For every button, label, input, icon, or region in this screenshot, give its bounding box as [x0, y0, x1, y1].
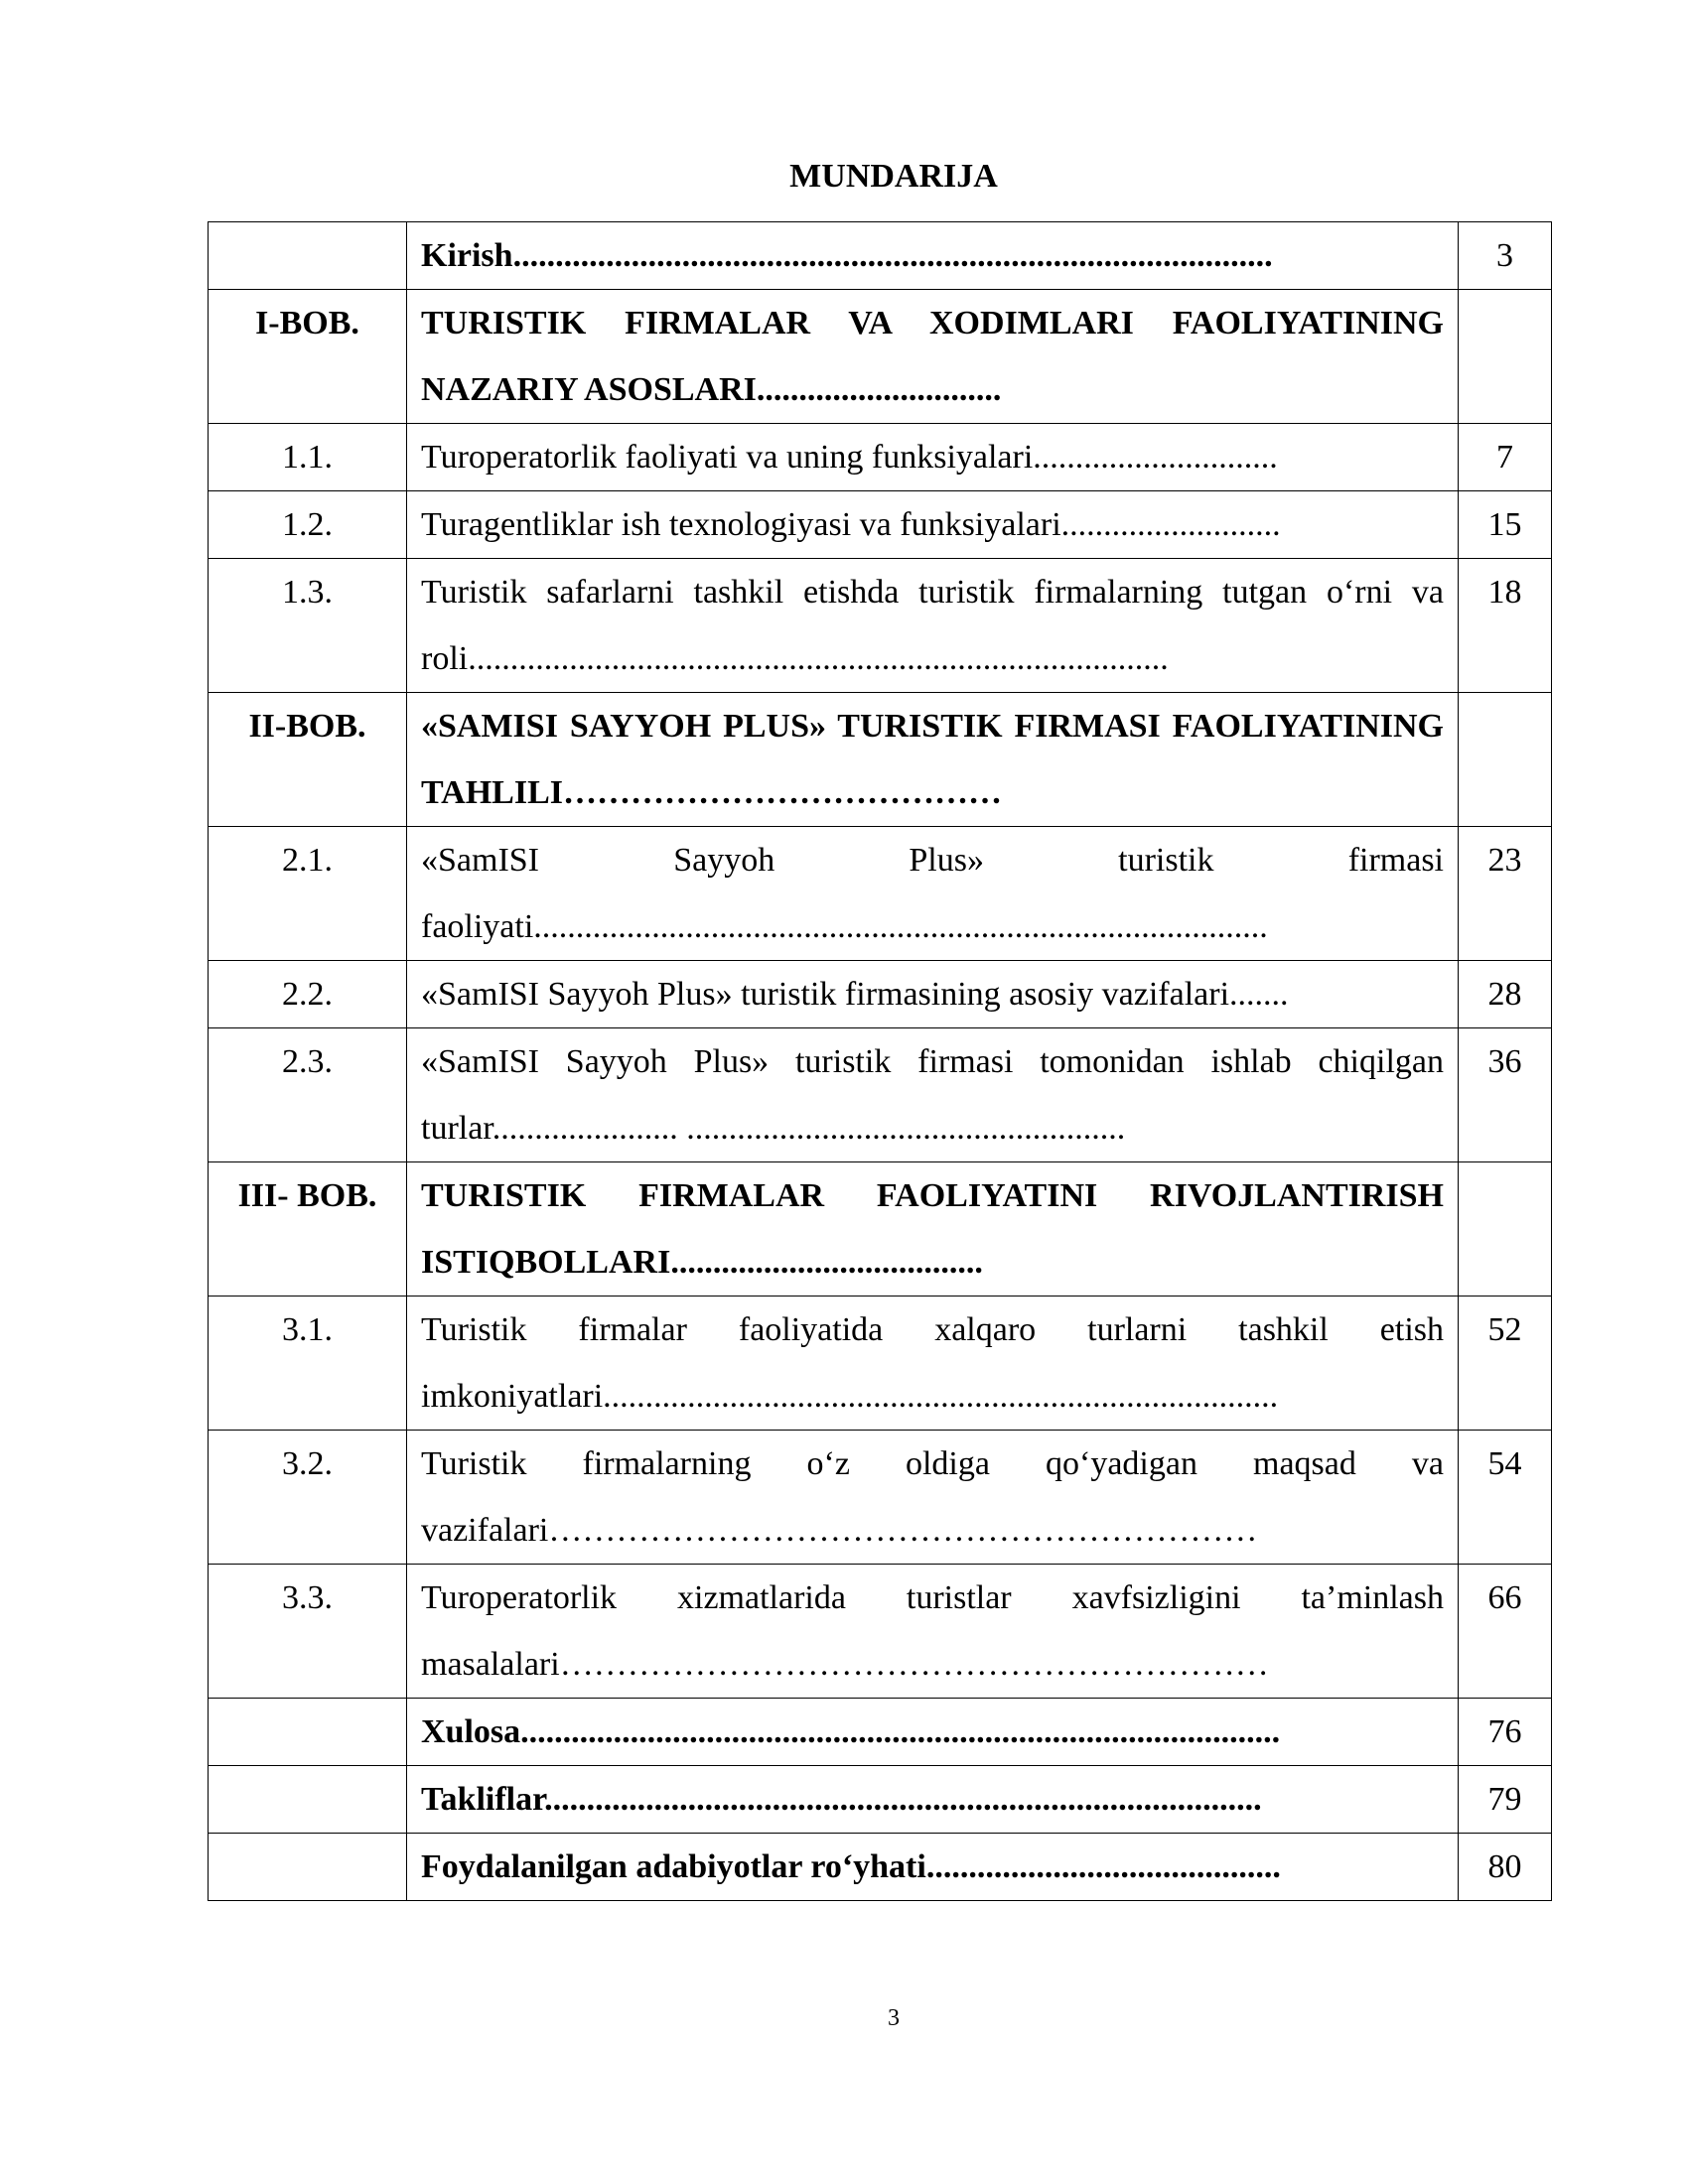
toc-row-number: 2.2. [209, 961, 407, 1028]
toc-row-section [209, 1028, 1552, 1162]
page-number: 3 [888, 2005, 900, 2031]
toc-row-page: 76 [1459, 1699, 1552, 1766]
toc-row-section [209, 424, 1552, 491]
toc-row-number [209, 1834, 407, 1901]
toc-row-section [209, 827, 1552, 961]
toc-row-title: Turistik firmalarning o‘z oldiga qo‘yadigan maqsad va vazifalari……………………………………………………… [407, 1431, 1459, 1565]
toc-row-title: Turoperatorlik xizmatlarida turistlar xavfsizligini ta’minlash masalalari……………………………………………………… [407, 1565, 1459, 1699]
toc-row-title: «SamISI Sayyoh Plus» turistik firmasining asosiy vazifalari....... [407, 961, 1459, 1028]
toc-row-title: Takliflar..................................................................................... [407, 1766, 1459, 1834]
toc-row-page: 80 [1459, 1834, 1552, 1901]
toc-row-title: Turoperatorlik faoliyati va uning funksiyalari............................. [407, 424, 1459, 491]
toc-row-title: Turagentliklar ish texnologiyasi va funksiyalari.......................... [407, 491, 1459, 559]
toc-row-number: 1.3. [209, 559, 407, 693]
toc-row-page: 79 [1459, 1766, 1552, 1834]
toc-row-page: 54 [1459, 1431, 1552, 1565]
toc-row-title: TURISTIK FIRMALAR FAOLIYATINI RIVOJLANTIRISH ISTIQBOLLARI..................................... [407, 1162, 1459, 1297]
toc-row-page [1459, 693, 1552, 827]
toc-row-number [209, 1699, 407, 1766]
toc-row-page: 66 [1459, 1565, 1552, 1699]
toc-row-title: Foydalanilgan adabiyotlar ro‘yhati.......................................... [407, 1834, 1459, 1901]
toc-row-chapter-1 [209, 290, 1552, 424]
toc-row-chapter-2 [209, 693, 1552, 827]
toc-row-number: 3.3. [209, 1565, 407, 1699]
toc-row-page: 52 [1459, 1297, 1552, 1431]
toc-row-section [209, 1431, 1552, 1565]
toc-row-section [209, 1297, 1552, 1431]
toc-row-title: «SamISI Sayyoh Plus» turistik firmasi faoliyati....................................................................................... [407, 827, 1459, 961]
toc-row-page: 23 [1459, 827, 1552, 961]
toc-row-title: Xulosa.......................................................................................... [407, 1699, 1459, 1766]
toc-row-page: 28 [1459, 961, 1552, 1028]
toc-row-page: 7 [1459, 424, 1552, 491]
toc-row-title: «SAMISI SAYYOH PLUS» TURISTIK FIRMASI FAOLIYATINING TAHLILI………………………………… [407, 693, 1459, 827]
toc-row-page [1459, 1162, 1552, 1297]
toc-row-number: 2.1. [209, 827, 407, 961]
toc-row-number: 2.3. [209, 1028, 407, 1162]
page-title: MUNDARIJA [789, 158, 998, 195]
toc-row-page: 3 [1459, 222, 1552, 290]
toc-row-number [209, 222, 407, 290]
toc-row-references [209, 1834, 1552, 1901]
toc-row-title: Turistik firmalar faoliyatida xalqaro turlarni tashkil etish imkoniyatlari................................................................................ [407, 1297, 1459, 1431]
toc-row-number: I-BOB. [209, 290, 407, 424]
toc-row-page: 18 [1459, 559, 1552, 693]
toc-row-title: TURISTIK FIRMALAR VA XODIMLARI FAOLIYATINING NAZARIY ASOSLARI............................. [407, 290, 1459, 424]
toc-row-number: II-BOB. [209, 693, 407, 827]
toc-row-proposals [209, 1766, 1552, 1834]
toc-row-title: Kirish.......................................................................................... [407, 222, 1459, 290]
toc-row-number: 3.2. [209, 1431, 407, 1565]
toc-row-page: 15 [1459, 491, 1552, 559]
toc-row-number: III- BOB. [209, 1162, 407, 1297]
toc-row-title: «SamISI Sayyoh Plus» turistik firmasi tomonidan ishlab chiqilgan turlar...................... .................................................... [407, 1028, 1459, 1162]
toc-row-section [209, 559, 1552, 693]
toc-row-page [1459, 290, 1552, 424]
toc-row-intro [209, 222, 1552, 290]
toc-row-section [209, 491, 1552, 559]
toc-row-number [209, 1766, 407, 1834]
toc-row-number: 1.1. [209, 424, 407, 491]
toc-row-number: 3.1. [209, 1297, 407, 1431]
table-of-contents [208, 221, 1552, 1901]
toc-row-title: Turistik safarlarni tashkil etishda turistik firmalarning tutgan o‘rni va roli................................................................................... [407, 559, 1459, 693]
toc-row-conclusion [209, 1699, 1552, 1766]
toc-row-chapter-3 [209, 1162, 1552, 1297]
toc-row-page: 36 [1459, 1028, 1552, 1162]
toc-row-number: 1.2. [209, 491, 407, 559]
toc-row-section [209, 961, 1552, 1028]
toc-row-section [209, 1565, 1552, 1699]
